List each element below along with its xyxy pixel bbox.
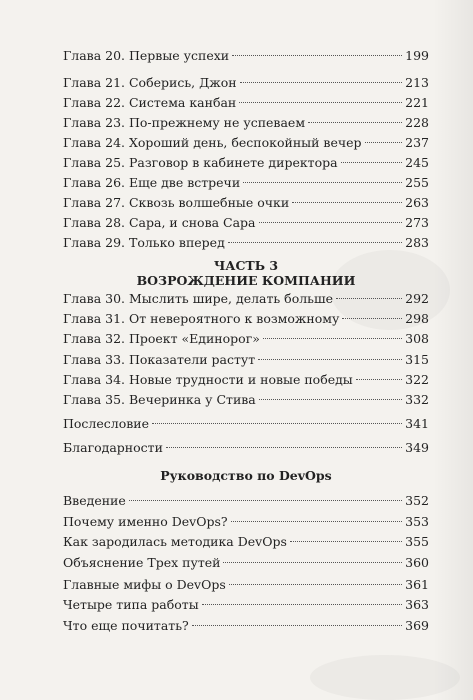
toc-entry-chapter-34 [63,370,429,390]
toc-entry-chapter-32 [63,329,429,349]
toc-leader-dots [342,318,402,319]
toc-leader-dots [240,82,403,83]
toc-leader-dots [152,423,402,424]
toc-entry-title: Глава 32. Проект «Единорог» [63,331,260,346]
toc-leader-dots [239,102,402,103]
toc-leader-dots [259,399,402,400]
toc-leader-dots [290,541,402,542]
toc-entry-title: Глава 24. Хороший день, беспокойный вечер [63,135,362,150]
toc-entry-afterword [63,414,429,434]
toc-entry-chapter-21 [63,73,429,93]
toc-entry-chapter-26 [63,173,429,193]
toc-entry-title: Глава 22. Система канбан [63,95,237,110]
toc-entry-page: 360 [405,555,429,570]
toc-entry-page: 292 [405,291,429,306]
bleed-through-mark [310,655,460,700]
toc-entry-chapter-24 [63,133,429,153]
toc-entry-title: Почему именно DevOps? [63,514,228,529]
toc-entry-guide-intro [63,491,429,511]
toc-entry-page: 352 [405,493,429,508]
toc-entry-page: 283 [405,235,429,250]
toc-entry-title: Глава 27. Сквозь волшебные очки [63,195,290,210]
toc-leader-dots [228,242,402,243]
toc-entry-title: Глава 28. Сара, и снова Сара [63,215,256,230]
toc-entry-guide-reading [63,616,429,636]
toc-entry-page: 245 [405,155,429,170]
toc-entry-guide-origins [63,532,429,552]
toc-entry-title: Главные мифы о DevOps [63,577,226,592]
toc-leader-dots [202,604,402,605]
toc-leader-dots [166,447,402,448]
toc-entry-page: 221 [405,95,429,110]
toc-entry-chapter-23 [63,113,429,133]
toc-leader-dots [259,222,403,223]
toc-entry-title: Глава 33. Показатели растут [63,352,256,367]
toc-entry-title: Благодарности [63,440,163,455]
toc-entry-title: Глава 29. Только вперед [63,235,225,250]
toc-entry-chapter-20 [63,46,429,66]
toc-leader-dots [243,182,402,183]
toc-entry-page: 255 [405,175,429,190]
toc-entry-title: Четыре типа работы [63,597,199,612]
toc-entry-title: Послесловие [63,416,149,431]
toc-entry-guide-myths [63,575,429,595]
toc-entry-title: Глава 31. От невероятного к возможному [63,311,340,326]
toc-entry-guide-work-types [63,595,429,615]
toc-entry-chapter-27 [63,193,429,213]
toc-entry-chapter-35 [63,390,429,410]
toc-entry-page: 298 [405,311,429,326]
guide-title: Руководство по DevOps [160,468,332,483]
toc-entry-title: Как зародилась методика DevOps [63,534,287,549]
toc-entry-page: 349 [405,440,429,455]
toc-entry-page: 341 [405,416,429,431]
toc-entry-page: 213 [405,75,429,90]
toc-entry-chapter-31 [63,309,429,329]
page-edge-shadow [433,0,473,700]
toc-entry-chapter-29 [63,233,429,253]
toc-entry-page: 361 [405,577,429,592]
toc-entry-page: 308 [405,331,429,346]
toc-entry-title: Глава 20. Первые успехи [63,48,230,63]
toc-entry-title: Глава 23. По-прежнему не успеваем [63,115,306,130]
toc-entry-title: Что еще почитать? [63,618,189,633]
toc-entry-title: Глава 35. Вечеринка у Стива [63,392,256,407]
toc-entry-page: 369 [405,618,429,633]
toc-entry-chapter-25 [63,153,429,173]
toc-entry-chapter-28 [63,213,429,233]
toc-entry-page: 355 [405,534,429,549]
toc-leader-dots [232,55,402,56]
toc-entry-chapter-22 [63,93,429,113]
toc-entry-page: 332 [405,392,429,407]
toc-entry-title: Глава 21. Соберись, Джон [63,75,237,90]
toc-entry-title: Глава 34. Новые трудности и новые победы [63,372,353,387]
toc-entry-page: 273 [405,215,429,230]
toc-leader-dots [263,338,402,339]
toc-leader-dots [192,625,402,626]
toc-leader-dots [129,500,402,501]
part-3-title: ВОЗРОЖДЕНИЕ КОМПАНИИ [136,273,356,288]
toc-leader-dots [292,202,402,203]
toc-entry-title: Глава 26. Еще две встречи [63,175,241,190]
toc-leader-dots [356,379,402,380]
toc-entry-chapter-30 [63,289,429,309]
toc-entry-page: 322 [405,372,429,387]
toc-entry-page: 228 [405,115,429,130]
toc-entry-page: 199 [405,48,429,63]
toc-leader-dots [229,584,402,585]
toc-entry-acknowledgements [63,438,429,458]
toc-entry-chapter-33 [63,350,429,370]
toc-leader-dots [223,562,402,563]
toc-entry-page: 363 [405,597,429,612]
toc-leader-dots [336,298,402,299]
toc-leader-dots [308,122,402,123]
toc-entry-guide-three-ways [63,553,429,573]
toc-leader-dots [258,359,402,360]
toc-entry-page: 353 [405,514,429,529]
toc-entry-title: Глава 25. Разговор в кабинете директора [63,155,338,170]
toc-entry-page: 263 [405,195,429,210]
toc-leader-dots [365,142,403,143]
toc-entry-title: Введение [63,493,126,508]
toc-entry-guide-why [63,512,429,532]
toc-leader-dots [231,521,403,522]
toc-entry-title: Объяснение Трех путей [63,555,221,570]
part-3-label: ЧАСТЬ 3 [213,258,279,273]
toc-entry-page: 237 [405,135,429,150]
toc-entry-title: Глава 30. Мыслить шире, делать больше [63,291,333,306]
toc-leader-dots [341,162,403,163]
toc-entry-page: 315 [405,352,429,367]
